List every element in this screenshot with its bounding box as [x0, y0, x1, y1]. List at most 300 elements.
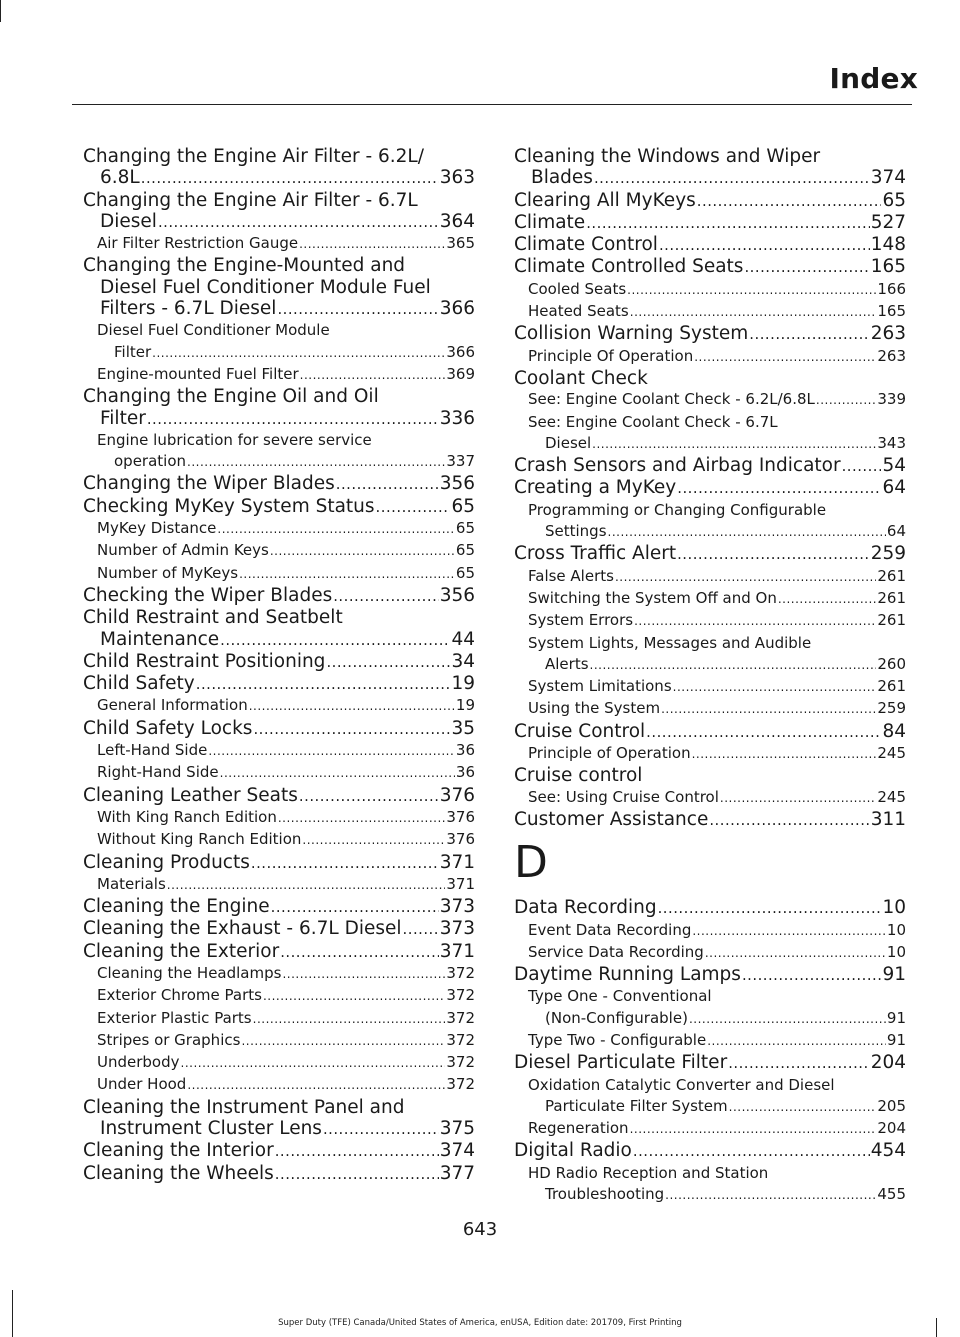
index-subentry[interactable] [514, 1118, 906, 1140]
page-reference: 245 [877, 744, 906, 763]
entry-text: Cleaning the Engine [83, 896, 270, 918]
index-entry[interactable] [83, 651, 475, 673]
entry-text: Engine-mounted Fuel Filter [97, 364, 299, 383]
entry-text: Service Data Recording [528, 942, 704, 961]
entry-text: Underbody [97, 1053, 180, 1072]
page-reference: 364 [439, 210, 475, 232]
index-subentry[interactable] [83, 1052, 475, 1074]
entry-text: See: Engine Coolant Check - 6.7L [528, 412, 778, 431]
page-reference: 204 [870, 1052, 906, 1074]
page-reference: 371 [439, 940, 475, 962]
page-reference: 19 [455, 696, 475, 715]
page-reference: 19 [451, 673, 475, 695]
entry-text: 6.8L [100, 167, 140, 189]
index-subentry[interactable] [514, 500, 906, 544]
index-subentry[interactable] [514, 787, 906, 809]
page-reference: 261 [877, 588, 906, 607]
index-entry[interactable] [83, 607, 475, 651]
entry-text: Diesel [100, 210, 157, 232]
dot-leader [300, 365, 446, 386]
page-reference: 363 [439, 167, 475, 189]
index-entry[interactable] [83, 585, 475, 607]
entry-text: Programming or Changing Configurable [528, 500, 827, 519]
entry-text: General Information [97, 696, 248, 715]
entry-text: System Errors [528, 611, 634, 630]
page-reference: 311 [870, 808, 906, 830]
index-entry[interactable] [514, 964, 906, 986]
entry-text: operation [114, 452, 187, 471]
page-reference: 455 [877, 1185, 906, 1204]
dot-leader [403, 919, 439, 940]
index-entry[interactable] [514, 368, 906, 389]
entry-text: Filter [100, 407, 146, 429]
page-reference: 372 [446, 986, 475, 1005]
entry-text: Cruise control [514, 765, 643, 787]
dot-leader [659, 235, 870, 256]
dot-leader [586, 213, 869, 234]
page-reference: 374 [439, 1140, 475, 1162]
page-reference: 376 [446, 807, 475, 826]
page-reference: 91 [886, 1008, 906, 1027]
index-subentry[interactable] [514, 986, 906, 1030]
page-reference: 54 [882, 455, 906, 477]
dot-leader [263, 986, 445, 1007]
index-subentry[interactable] [83, 963, 475, 985]
index-entry[interactable] [83, 386, 475, 430]
index-subentry[interactable] [83, 430, 475, 474]
index-entry[interactable] [514, 455, 906, 477]
dot-leader [278, 808, 446, 829]
entry-text: Collision Warning System [514, 323, 749, 345]
dot-leader [665, 1185, 876, 1206]
dot-leader [692, 744, 877, 765]
index-subentry[interactable] [514, 389, 906, 411]
entry-text: Instrument Cluster Lens [100, 1118, 322, 1140]
page-reference: 454 [870, 1140, 906, 1162]
dot-leader [280, 942, 439, 963]
index-subentry[interactable] [83, 807, 475, 829]
entry-text: Principle Of Operation [528, 346, 694, 365]
entry-text: Number of Admin Keys [97, 541, 269, 560]
entry-text: Stripes or Graphics [97, 1030, 241, 1049]
index-subentry[interactable] [83, 874, 475, 896]
entry-text: Without King Ranch Edition [97, 830, 302, 849]
dot-leader [720, 788, 876, 809]
dot-leader [220, 630, 450, 651]
index-entry[interactable] [514, 809, 906, 831]
entry-text: System Lights, Messages and Audible [528, 633, 812, 652]
dot-leader [241, 1031, 445, 1052]
index-subentry[interactable] [514, 920, 906, 942]
page-reference: 371 [439, 851, 475, 873]
index-subentry[interactable] [514, 588, 906, 610]
page-reference: 261 [877, 611, 906, 630]
index-subentry[interactable] [83, 563, 475, 585]
page-reference: 91 [882, 964, 906, 986]
entry-text: Event Data Recording [528, 920, 692, 939]
dot-leader [705, 943, 886, 964]
entry-text: Filters - 6.7L Diesel [100, 298, 277, 320]
page-reference: 366 [439, 298, 475, 320]
page-reference: 84 [882, 720, 906, 742]
page-reference: 36 [455, 741, 475, 760]
dot-leader [630, 302, 877, 323]
entry-text: Child Restraint and Seatbelt [83, 607, 343, 629]
dot-leader [658, 898, 882, 919]
entry-text: System Limitations [528, 677, 672, 696]
footer-text: Super Duty (TFE) Canada/United States of America, enUSA, Edition date: 201709, First Printing [278, 1318, 682, 1328]
index-subentry[interactable] [83, 762, 475, 784]
dot-leader [729, 1097, 877, 1118]
page-reference: 91 [886, 1030, 906, 1049]
page-reference: 65 [455, 519, 475, 538]
entry-text: Diesel [545, 433, 592, 452]
dot-leader [147, 409, 439, 430]
dot-leader [277, 299, 438, 320]
entry-text: Climate [514, 211, 586, 233]
dot-leader [326, 652, 450, 673]
page-reference: 10 [886, 920, 906, 939]
index-subentry[interactable] [514, 698, 906, 720]
dot-leader [270, 541, 455, 562]
entry-text: Checking the Wiper Blades [83, 584, 333, 606]
entry-text: Under Hood [97, 1075, 187, 1094]
dot-leader [167, 875, 446, 896]
index-entry[interactable] [83, 496, 475, 518]
index-entry[interactable] [514, 234, 906, 256]
index-entry[interactable] [83, 896, 475, 918]
dot-leader [816, 390, 876, 411]
page-reference: 65 [455, 563, 475, 582]
entry-text: Using the System [528, 699, 661, 718]
page-reference: 372 [446, 1008, 475, 1027]
dot-leader [220, 763, 455, 784]
entry-text: Alerts [545, 654, 589, 673]
page-title: Index [829, 62, 918, 95]
index-subentry[interactable] [83, 829, 475, 851]
page-reference: 337 [446, 452, 475, 471]
index-entry[interactable] [514, 323, 906, 345]
dot-leader [630, 1119, 877, 1140]
entry-text: Air Filter Restriction Gauge [97, 234, 299, 253]
entry-text: Cleaning the Windows and Wiper [514, 146, 821, 167]
dot-leader [208, 741, 455, 762]
dot-leader [249, 696, 455, 717]
index-entry[interactable] [514, 543, 906, 565]
page-reference: 261 [877, 677, 906, 696]
page-reference: 366 [446, 342, 475, 361]
index-subentry[interactable] [514, 301, 906, 323]
index-subentry[interactable] [514, 610, 906, 632]
index-subentry[interactable] [514, 1075, 906, 1119]
dot-leader [217, 519, 455, 540]
index-subentry[interactable] [83, 1074, 475, 1096]
entry-text: Cooled Seats [528, 279, 627, 298]
entry-text: See: Using Cruise Control [528, 787, 719, 806]
dot-leader [336, 474, 439, 495]
entry-text: Blades [531, 167, 593, 189]
entry-text: Creating a MyKey [514, 477, 677, 499]
dot-leader [742, 965, 882, 986]
entry-text: MyKey Distance [97, 519, 217, 538]
page-reference: 373 [439, 918, 475, 940]
dot-leader [627, 280, 876, 301]
page-reference: 356 [439, 584, 475, 606]
dot-leader [646, 722, 881, 743]
page-reference: 245 [877, 787, 906, 806]
page-reference: 339 [877, 390, 906, 409]
index-subentry[interactable] [83, 233, 475, 255]
index-subentry[interactable] [514, 743, 906, 765]
dot-leader [590, 655, 877, 676]
dot-leader [275, 1164, 439, 1185]
dot-leader [181, 1053, 446, 1074]
entry-text: Customer Assistance [514, 808, 709, 830]
entry-text: Diesel Fuel Conditioner Module [97, 321, 330, 340]
index-subentry[interactable] [83, 1008, 475, 1030]
entry-text: Child Safety [83, 673, 195, 695]
page-reference: 373 [439, 896, 475, 918]
dot-leader [608, 522, 886, 543]
index-entry[interactable] [83, 785, 475, 807]
dot-leader [689, 1009, 886, 1030]
entry-text: Clearing All MyKeys [514, 189, 696, 211]
entry-text: Settings [545, 522, 607, 541]
index-entry[interactable] [83, 146, 475, 190]
entry-text: Filter [114, 342, 152, 361]
index-entry[interactable] [514, 146, 906, 190]
entry-text: Engine lubrication for severe service [97, 430, 372, 449]
page-reference: 36 [455, 763, 475, 782]
entry-text: HD Radio Reception and Station [528, 1163, 769, 1182]
index-entry[interactable] [514, 190, 906, 212]
dot-leader [728, 1053, 870, 1074]
dot-leader [333, 586, 438, 607]
page-reference: 10 [882, 897, 906, 919]
page-reference: 336 [439, 407, 475, 429]
entry-text: Troubleshooting [545, 1185, 665, 1204]
dot-leader [673, 677, 877, 698]
index-entry[interactable] [83, 918, 475, 940]
page-reference: 372 [446, 1030, 475, 1049]
index-subentry[interactable] [514, 346, 906, 368]
dot-leader [323, 1119, 439, 1140]
dot-leader [376, 497, 451, 518]
dot-leader [141, 168, 439, 189]
entry-text: Digital Radio [514, 1140, 632, 1162]
dot-leader [253, 719, 450, 740]
entry-text: Crash Sensors and Airbag Indicator [514, 455, 841, 477]
entry-text: Regeneration [528, 1119, 629, 1138]
entry-text: Cleaning the Headlamps [97, 963, 282, 982]
page-reference: 259 [870, 543, 906, 565]
index-entry[interactable] [83, 941, 475, 963]
dot-leader [661, 699, 876, 720]
dot-leader [196, 674, 451, 695]
page-reference: 377 [439, 1162, 475, 1184]
entry-text: Changing the Engine-Mounted and [83, 255, 406, 277]
page-reference: 165 [870, 256, 906, 278]
page-reference: 372 [446, 963, 475, 982]
entry-text: (Non-Configurable) [545, 1008, 688, 1027]
entry-text: Exterior Chrome Parts [97, 986, 262, 1005]
page-reference: 65 [455, 541, 475, 560]
index-entry[interactable] [514, 897, 906, 919]
index-entry[interactable] [514, 212, 906, 234]
page-reference: 343 [877, 433, 906, 452]
index-entry[interactable] [83, 673, 475, 695]
dot-leader [158, 212, 439, 233]
dot-leader [592, 434, 876, 455]
entry-text: Principle of Operation [528, 744, 691, 763]
entry-text: Diesel Fuel Conditioner Module Fuel [100, 276, 431, 298]
index-subentry[interactable] [514, 566, 906, 588]
page-reference: 260 [877, 654, 906, 673]
index-entry[interactable] [83, 255, 475, 320]
page-reference: 65 [882, 189, 906, 211]
entry-text: Changing the Engine Oil and Oil [83, 386, 379, 408]
page-reference: 365 [446, 234, 475, 253]
index-subentry[interactable] [514, 412, 906, 456]
index-entry[interactable] [83, 190, 475, 234]
index-subentry[interactable] [514, 633, 906, 677]
entry-text: Changing the Engine Air Filter - 6.7L [83, 189, 418, 211]
dot-leader [251, 853, 439, 874]
page-reference: 65 [451, 495, 475, 517]
page-reference: 372 [446, 1075, 475, 1094]
entry-text: False Alerts [528, 566, 614, 585]
page-reference: 527 [870, 211, 906, 233]
entry-text: Cleaning the Exterior [83, 940, 280, 962]
entry-text: Daytime Running Lamps [514, 964, 741, 986]
page-reference: 356 [439, 473, 475, 495]
page-reference: 263 [877, 346, 906, 365]
entry-text: Exterior Plastic Parts [97, 1008, 252, 1027]
index-subentry[interactable] [83, 364, 475, 386]
page-reference: 64 [882, 477, 906, 499]
crop-mark-top-left [0, 0, 1, 22]
entry-text: Left-Hand Side [97, 741, 208, 760]
dot-leader [677, 544, 870, 565]
index-entry[interactable] [514, 256, 906, 278]
entry-text: Right-Hand Side [97, 763, 219, 782]
dot-leader [187, 1075, 445, 1096]
dot-leader [634, 611, 876, 632]
dot-leader [744, 257, 869, 278]
index-subentry[interactable] [83, 695, 475, 717]
page-reference: 205 [877, 1096, 906, 1115]
dot-leader [299, 234, 445, 255]
dot-leader [302, 830, 445, 851]
entry-text: Oxidation Catalytic Converter and Diesel [528, 1075, 835, 1094]
dot-leader [842, 456, 882, 477]
entry-text: Materials [97, 874, 166, 893]
entry-text: With King Ranch Edition [97, 807, 277, 826]
dot-leader [275, 1141, 439, 1162]
index-column-right [514, 146, 906, 1206]
page-reference: 64 [886, 522, 906, 541]
index-subentry[interactable] [514, 942, 906, 964]
entry-text: Climate Control [514, 234, 658, 256]
entry-text: Data Recording [514, 897, 657, 919]
entry-text: See: Engine Coolant Check - 6.2L/6.8L [528, 390, 815, 409]
page-reference: 204 [877, 1119, 906, 1138]
index-subentry[interactable] [514, 279, 906, 301]
dot-leader [677, 478, 881, 499]
entry-text: Type One - Conventional [528, 987, 712, 1006]
index-entry[interactable] [514, 721, 906, 743]
entry-text: Particulate Filter System [545, 1096, 728, 1115]
entry-text: Checking MyKey System Status [83, 495, 375, 517]
entry-text: Cleaning the Wheels [83, 1162, 274, 1184]
index-subentry[interactable] [514, 1163, 906, 1207]
index-entry[interactable] [83, 1163, 475, 1185]
entry-text: Cleaning the Interior [83, 1140, 274, 1162]
entry-text: Cleaning Products [83, 851, 250, 873]
index-entry[interactable] [514, 1140, 906, 1162]
entry-text: Cleaning the Instrument Panel and [83, 1096, 405, 1118]
index-subentry[interactable] [514, 676, 906, 698]
page-reference: 34 [451, 650, 475, 672]
page-number: 643 [462, 1219, 498, 1240]
page-reference: 166 [877, 279, 906, 298]
index-entry[interactable] [83, 718, 475, 740]
dot-leader [694, 347, 876, 368]
entry-text: Child Safety Locks [83, 717, 253, 739]
page-reference: 372 [446, 1053, 475, 1072]
index-entry[interactable] [514, 1052, 906, 1074]
page-reference: 374 [870, 167, 906, 189]
page-reference: 371 [446, 874, 475, 893]
index-entry[interactable] [83, 1097, 475, 1141]
page-reference: 375 [439, 1118, 475, 1140]
entry-text: Child Restraint Positioning [83, 650, 326, 672]
index-subentry[interactable] [83, 1030, 475, 1052]
dot-leader [152, 343, 445, 364]
index-subentry[interactable] [83, 320, 475, 364]
page-reference: 261 [877, 566, 906, 585]
page-reference: 263 [870, 323, 906, 345]
index-subentry[interactable] [514, 1030, 906, 1052]
dot-leader [692, 921, 886, 942]
index-column-left [83, 146, 475, 1185]
entry-text: Cleaning the Exhaust - 6.7L Diesel [83, 918, 402, 940]
index-entry[interactable] [83, 1140, 475, 1162]
index-subentry[interactable] [83, 740, 475, 762]
index-entry[interactable] [514, 765, 906, 786]
index-entry[interactable] [83, 473, 475, 495]
entry-text: Heated Seats [528, 302, 629, 321]
index-subentry[interactable] [83, 540, 475, 562]
entry-text: Climate Controlled Seats [514, 256, 744, 278]
index-subentry[interactable] [83, 518, 475, 540]
page-reference: 165 [877, 302, 906, 321]
entry-text: Changing the Wiper Blades [83, 473, 335, 495]
index-entry[interactable] [514, 477, 906, 499]
entry-text: Number of MyKeys [97, 563, 239, 582]
index-entry[interactable] [83, 852, 475, 874]
dot-leader [615, 567, 876, 588]
dot-leader [253, 1009, 446, 1030]
crop-mark-bottom-left [12, 1290, 13, 1337]
entry-text: Diesel Particulate Filter [514, 1052, 728, 1074]
page-reference: 376 [439, 784, 475, 806]
page-reference: 376 [446, 830, 475, 849]
dot-leader [633, 1141, 870, 1162]
entry-text: Cruise Control [514, 720, 646, 742]
index-subentry[interactable] [83, 985, 475, 1007]
page-reference: 10 [886, 942, 906, 961]
